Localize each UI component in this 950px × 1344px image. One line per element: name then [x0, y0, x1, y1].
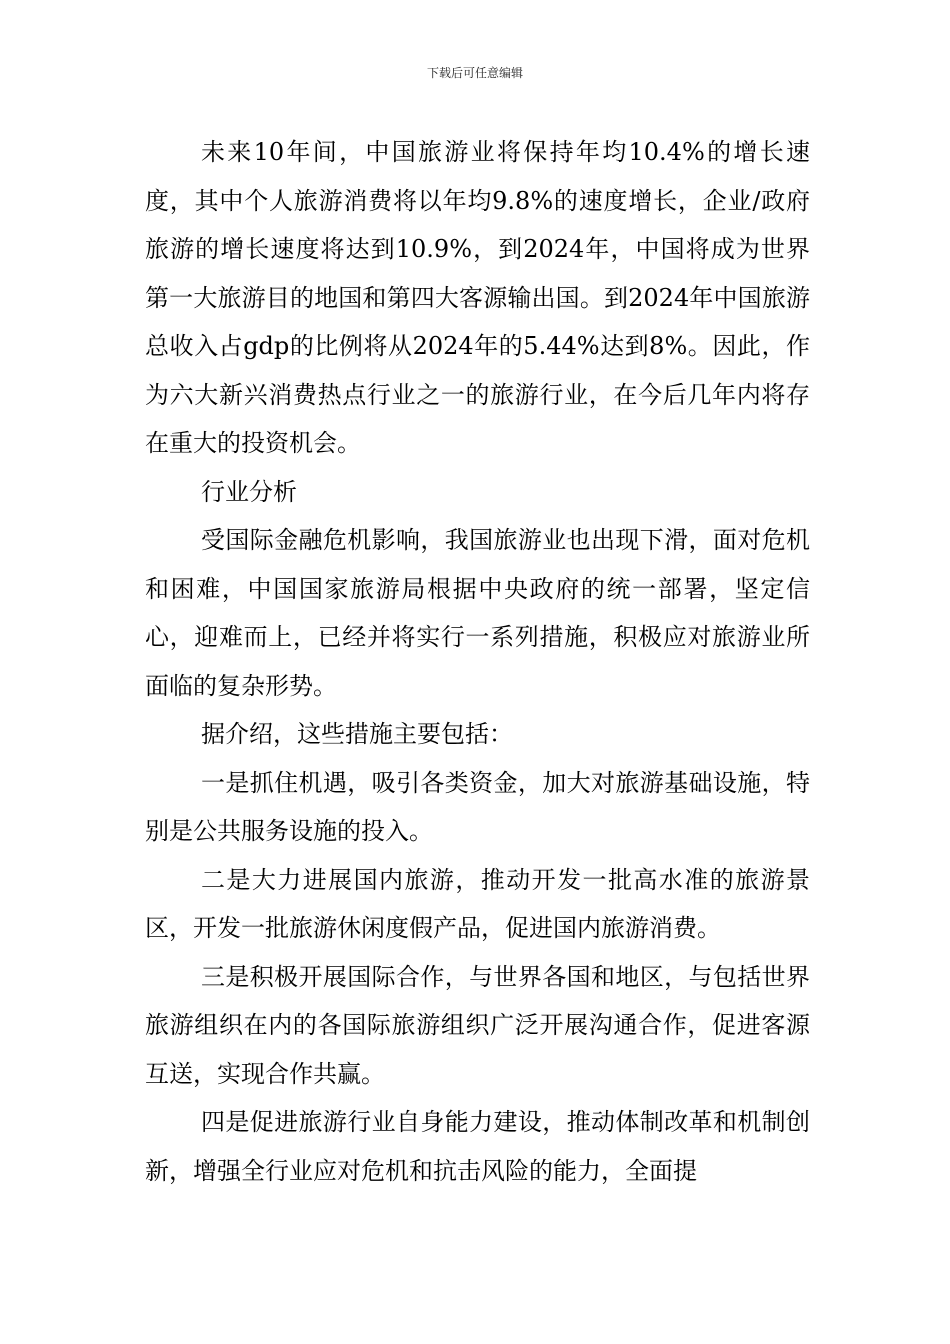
section-heading-industry-analysis: 行业分析 [201, 477, 297, 506]
page-header-note: 下载后可任意编辑 [426, 66, 523, 80]
paragraph-measures-intro: 据介绍，这些措施主要包括： [201, 720, 513, 748]
paragraph-crisis-response: 受国际金融危机影响，我国旅游业也出现下滑，面对危机和困难，中国国家旅游局根据中央政府的统一部署，坚定信心，迎难而上，已经并将实行一系列措施，积极应对旅游业所面临的复杂形势。 [145, 526, 810, 700]
paragraph-measure-four: 四是促进旅游行业自身能力建设，推动体制改革和机制创新，增强全行业应对危机和抗击风险的能力，全面提 [145, 1108, 810, 1185]
paragraph-measure-one: 一是抓住机遇，吸引各类资金，加大对旅游基础设施，特别是公共服务设施的投入。 [145, 768, 810, 845]
paragraph-measure-two: 二是大力进展国内旅游，推动开发一批高水准的旅游景区，开发一批旅游休闲度假产品，促进国内旅游消费。 [145, 865, 810, 942]
paragraph-measure-three: 三是积极开展国际合作，与世界各国和地区，与包括世界旅游组织在内的各国际旅游组织广泛开展沟通合作，促进客源互送，实现合作共赢。 [145, 962, 810, 1088]
document-body [145, 128, 810, 1195]
paragraph-growth-forecast: 未来10年间，中国旅游业将保持年均10.4%的增长速度，其中个人旅游消费将以年均9.8%的速度增长，企业/政府旅游的增长速度将达到10.9%，到2024年，中国将成为世界第一大旅游目的地国和第四大客源输出国。到2024年中国旅游总收入占gdp的比例将从2024年的5.44%达到8%。因此，作为六大新兴消费热点行业之一的旅游行业，在今后几年内将存在重大的投资机会。 [145, 138, 810, 457]
